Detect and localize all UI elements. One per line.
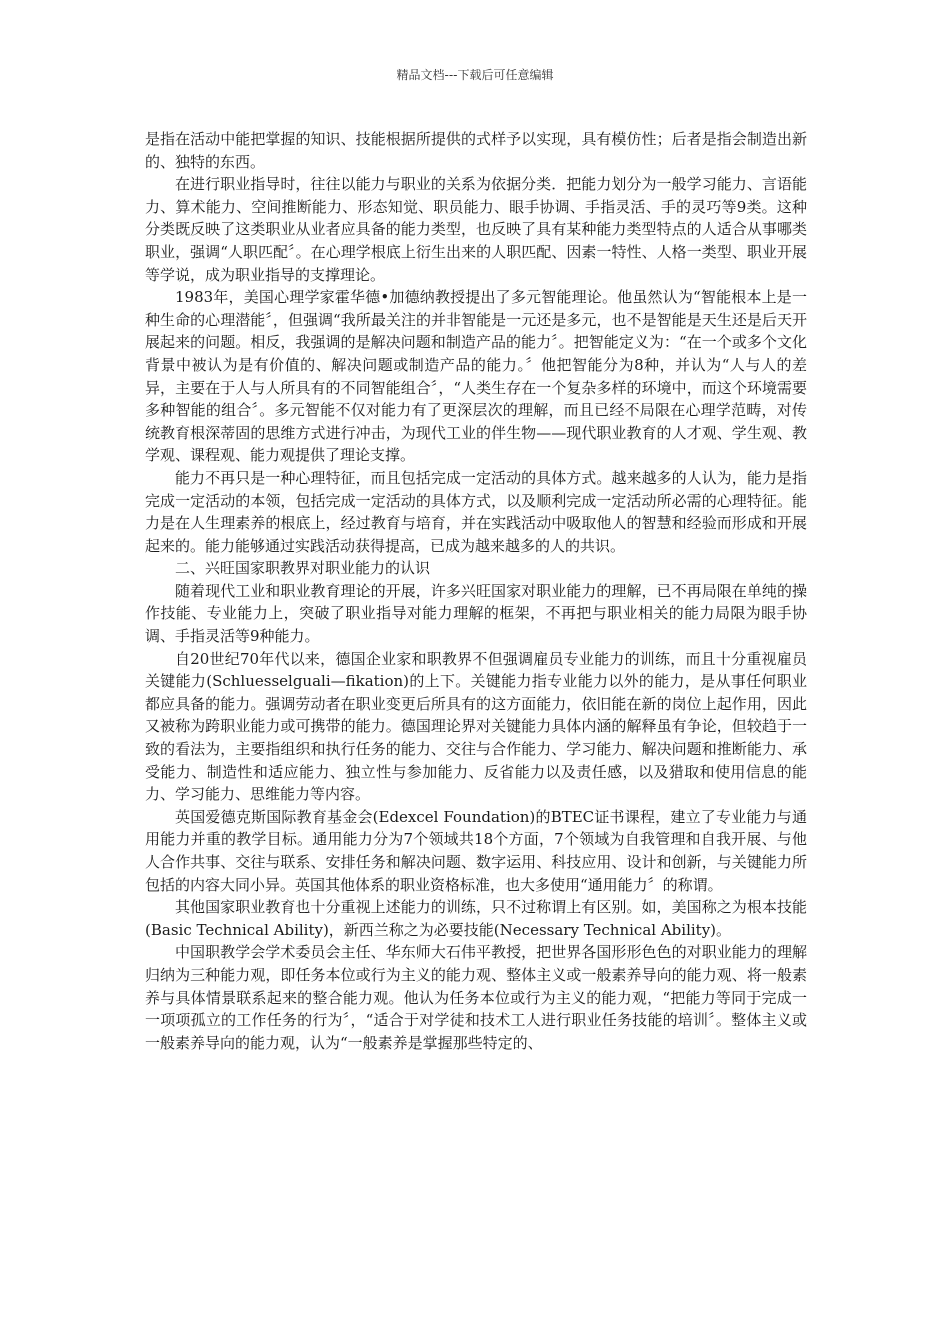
paragraph-4: 能力不再只是一种心理特征，而且包括完成一定活动的具体方式。越来越多的人认为，能力是指完成一定活动的本领，包括完成一定活动的具体方式，以及顺利完成一定活动所必需的心理特征。能力是在人生理素养的根底上，经过教育与培育，并在实践活动中吸取他人的智慧和经验而形成和开展起来的。能力能够通过实践活动获得提高，已成为越来越多的人的共识。	[145, 468, 807, 555]
paragraph-8: 英国爱德克斯国际教育基金会(Edexcel Foundation)的BTEC证书课程，建立了专业能力与通用能力并重的教学目标。通用能力分为7个领域共18个方面，7个领域为自我管理和自我开展、与他人合作共事、交往与联系、安排任务和解决问题、数字运用、科技应用、设计和创新，与关键能力所包括的内容大同小异。英国其他体系的职业资格标准，也大多使用“通用能力〞的称谓。	[145, 807, 807, 894]
paragraph-10: 中国职教学会学术委员会主任、华东师大石伟平教授，把世界各国形形色色的对职业能力的理解归纳为三种能力观，即任务本位或行为主义的能力观、整体主义或一般素养导向的能力观、将一般素养与具体情景联系起来的整合能力观。他认为任务本位或行为主义的能力观，“把能力等同于完成一一项项孤立的工作任务的行为〞，“适合于对学徒和技术工人进行职业任务技能的培训〞。整体主义或一般素养导向的能力观，认为“一般素养是掌握那些特定的、	[145, 943, 807, 1052]
section-heading: 二、兴旺国家职教界对职业能力的认识	[175, 559, 431, 578]
paragraph-3: 1983年，美国心理学家霍华德•加德纳教授提出了多元智能理论。他虽然认为“智能根本上是一种生命的心理潜能〞，但强调“我所最关注的并非智能是一元还是多元，也不是智能是天生还是后天开展起来的问题。相反，我强调的是解决问题和制造产品的能力〞。把智能定义为：“在一个或多个文化背景中被认为是有价值的、解决问题或制造产品的能力。〞他把智能分为8种，并认为“人与人的差异，主要在于人与人所具有的不同智能组合〞，“人类生存在一个复杂多样的环境中，而这个环境需要多种智能的组合〞。多元智能不仅对能力有了更深层次的理解，而且已经不局限在心理学范畴，对传统教育根深蒂固的思维方式进行冲击，为现代工业的伴生物——现代职业教育的人才观、学生观、教学观、课程观、能力观提供了理论支撑。	[145, 288, 807, 465]
paragraph-9: 其他国家职业教育也十分重视上述能力的训练，只不过称谓上有区别。如，美国称之为根本技能(Basic Technical Ability)，新西兰称之为必要技能(Necessary Technical Ability)。	[145, 898, 807, 939]
document-body	[145, 128, 807, 1054]
paragraph-2: 在进行职业指导时，往往以能力与职业的关系为依据分类．把能力划分为一般学习能力、言语能力、算术能力、空间推断能力、形态知觉、职员能力、眼手协调、手指灵活、手的灵巧等9类。这种分类既反映了这类职业从业者应具备的能力类型，也反映了具有某种能力类型特点的人适合从事哪类职业，强调“人职匹配〞。在心理学根底上衍生出来的人职匹配、因素一特性、人格一类型、职业开展等学说，成为职业指导的支撑理论。	[145, 175, 807, 284]
paragraph-1: 是指在活动中能把掌握的知识、技能根据所提供的式样予以实现，具有模仿性；后者是指会制造出新的、独特的东西。	[145, 130, 807, 171]
paragraph-6: 随着现代工业和职业教育理论的开展，许多兴旺国家对职业能力的理解，已不再局限在单纯的操作技能、专业能力上，突破了职业指导对能力理解的框架，不再把与职业相关的能力局限为眼手协调、手指灵活等9种能力。	[145, 581, 807, 646]
page-header: 精品文档---下载后可任意编辑	[396, 68, 554, 82]
paragraph-7: 自20世纪70年代以来，德国企业家和职教界不但强调雇员专业能力的训练，而且十分重视雇员关键能力(Schluesselguali—fikation)的上下。关键能力指专业能力以外的能力，是从事任何职业都应具备的能力。强调劳动者在职业变更后所具有的这方面能力，依旧能在新的岗位上起作用，因此又被称为跨职业能力或可携带的能力。德国理论界对关键能力具体内涵的解释虽有争论，但较趋于一致的看法为，主要指组织和执行任务的能力、交往与合作能力、学习能力、解决问题和推断能力、承受能力、制造性和适应能力、独立性与参加能力、反省能力以及责任感，以及猎取和使用信息的能力、学习能力、思维能力等内容。	[145, 649, 807, 804]
